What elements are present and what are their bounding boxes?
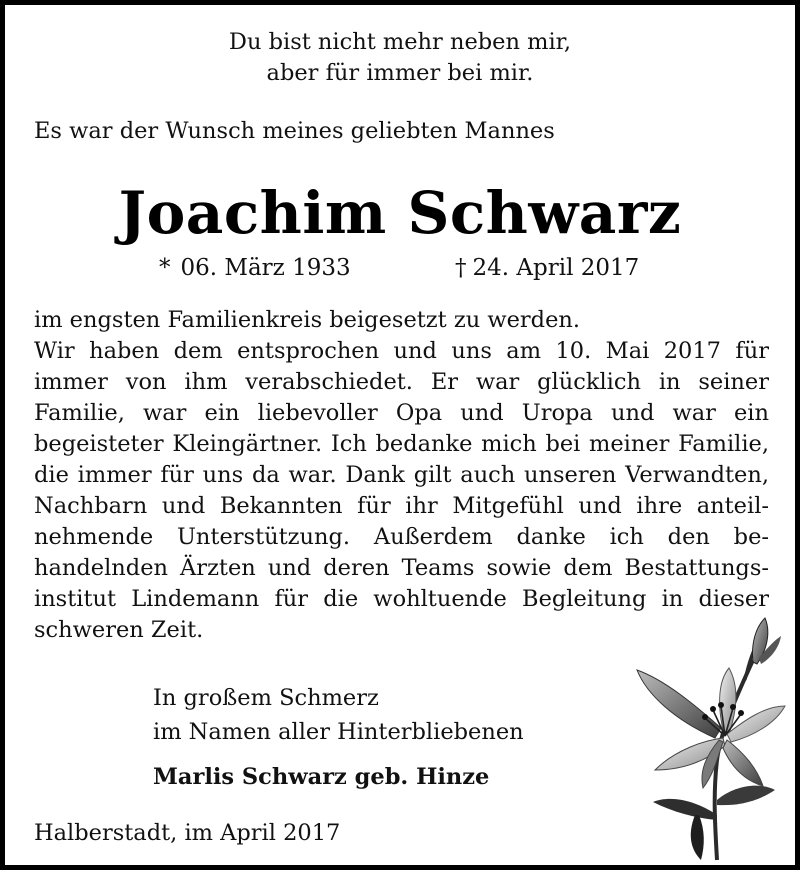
closing-line-2: im Namen aller Hinterbliebenen xyxy=(153,719,524,745)
deceased-name: Joachim Schwarz xyxy=(118,179,682,247)
body-line: handelnden Ärzten und deren Teams sowie dem Bestattungs- xyxy=(34,555,769,581)
body-line: nehmende Unterstützung. Außerdem danke ich den be- xyxy=(34,524,769,550)
body-line: die immer für uns da war. Dank gilt auch unseren Verwandten, xyxy=(34,462,769,488)
birth-date-line xyxy=(159,253,351,283)
intro-text: Es war der Wunsch meines geliebten Mannes xyxy=(34,118,555,144)
body-line: begeisteter Kleingärtner. Ich bedanke mich bei meiner Familie, xyxy=(34,431,769,457)
body-line: im engsten Familienkreis beigesetzt zu werden. xyxy=(34,307,581,333)
obituary-body xyxy=(34,305,769,646)
body-line: institut Lindemann für die wohltuende Begleitung in dieser xyxy=(34,586,769,612)
death-cross-icon: † xyxy=(455,255,467,281)
body-line: Familie, war ein liebevoller Opa und Uropa und war ein xyxy=(34,400,769,426)
closing-block xyxy=(153,681,524,749)
motto-line-2: aber für immer bei mir. xyxy=(266,60,534,86)
birth-star-icon: * xyxy=(159,255,171,281)
lily-flower-icon xyxy=(625,610,795,865)
death-date: 24. April 2017 xyxy=(472,255,640,281)
body-line: Wir haben dem entsprochen und uns am 10. Mai 2017 für xyxy=(34,338,769,364)
death-date-line xyxy=(455,253,639,283)
closing-line-1: In großem Schmerz xyxy=(153,685,379,711)
place-date: Halberstadt, im April 2017 xyxy=(34,820,341,846)
obituary-notice xyxy=(5,5,795,865)
body-line: Nachbarn und Bekannten für ihr Mitgefühl und ihre anteil- xyxy=(34,493,769,519)
signer-name: Marlis Schwarz geb. Hinze xyxy=(153,764,490,790)
body-line: immer von ihm verabschiedet. Er war glücklich in seiner xyxy=(34,369,769,395)
birth-date: 06. März 1933 xyxy=(180,255,351,281)
body-line: schweren Zeit. xyxy=(34,617,204,643)
motto-line-1: Du bist nicht mehr neben mir, xyxy=(228,29,572,55)
